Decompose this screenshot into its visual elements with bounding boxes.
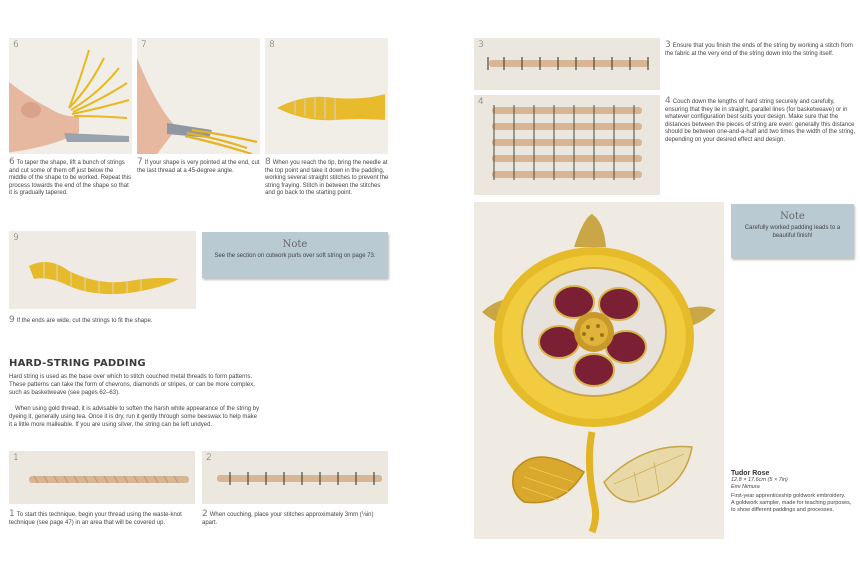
- step4-number: 4: [665, 96, 671, 106]
- step6-caption: [9, 159, 132, 198]
- step3-text: Ensure that you finish the ends of the string by working a stitch from the fabric at the very end of the string down into the string itself.: [665, 43, 853, 57]
- step1-caption: [9, 511, 199, 527]
- step8-illustration: [265, 38, 388, 154]
- note-text-left: See the section on cutwork purls over soft string on page 73.: [214, 253, 376, 259]
- step7-photo: [137, 38, 260, 154]
- step1-text: To start this technique, begin your thread using the waste-knot technique (see page 47) in an area that will be covered up.: [9, 512, 182, 526]
- step8-caption: [265, 159, 390, 198]
- step7-number-overlay: 7: [141, 40, 147, 50]
- step8-number: 8: [265, 157, 271, 167]
- step2-photo: [202, 451, 388, 504]
- artwork-desc-2: A goldwork sampler, made for teaching purposes, to show different paddings and processes.: [731, 500, 852, 513]
- artwork-size: 12.8 × 17.6cm (5 × 7in): [731, 477, 788, 483]
- step2-number-overlay: 2: [206, 453, 212, 463]
- section-paragraph-1: Hard string is used as the base over which to stitch couched metal threads to form patterns. These patterns can take the form of chevrons, diamonds or stripes, or can be more complex, such as basketweave (see pages 62–63).: [9, 374, 255, 396]
- step3-illustration: [474, 38, 660, 90]
- tudor-rose-illustration: [474, 202, 724, 539]
- step8-photo: [265, 38, 388, 154]
- step3-number: 3: [665, 40, 671, 50]
- step9-photo: [9, 231, 196, 309]
- step9-illustration: [9, 231, 196, 309]
- step4-caption: [665, 98, 857, 145]
- step7-number: 7: [137, 157, 143, 167]
- step1-photo: [9, 451, 195, 504]
- step7-text: If your shape is very pointed at the end, cut the last thread at a 45-degree angle.: [137, 160, 260, 174]
- step3-photo: [474, 38, 660, 90]
- step8-number-overlay: 8: [269, 40, 275, 50]
- step2-caption: [202, 511, 388, 527]
- note-box-right: [731, 204, 854, 258]
- artwork-artist: Emi Nimura: [731, 484, 760, 490]
- step9-number-overlay: 9: [13, 233, 19, 243]
- step1-illustration: [9, 451, 195, 504]
- step2-illustration: [202, 451, 388, 504]
- artwork-title: Tudor Rose: [731, 470, 770, 477]
- step9-caption: [9, 317, 209, 326]
- step8-text: When you reach the tip, bring the needle at the top point and take it down in the padding, working several straight stitches to prevent the string fraying. Stitch in between the stitches and go back to the starting point.: [265, 160, 389, 197]
- section-heading: HARD-STRING PADDING: [9, 358, 146, 369]
- step6-illustration: [9, 38, 132, 154]
- section-paragraph-2: When using gold thread, it is advisable to soften the harsh white appearance of the string by dyeing it, generally using tea. Once it is dry, run it gently through some beeswax to help make it a little more malleable. If you are using silver, the string can be left undyed.: [9, 406, 260, 428]
- step9-text: If the ends are wide, cut the strings to fit the shape.: [16, 318, 153, 324]
- step9-number: 9: [9, 315, 15, 325]
- step7-caption: [137, 159, 260, 175]
- step3-number-overlay: 3: [478, 40, 484, 50]
- step4-photo: [474, 95, 660, 195]
- tudor-rose-photo: [474, 202, 724, 539]
- step2-number: 2: [202, 509, 208, 519]
- artwork-desc-1: First-year apprenticeship goldwork embroidery.: [731, 493, 846, 499]
- step4-number-overlay: 4: [478, 97, 484, 107]
- step2-text: When couching, place your stitches approximately 3mm (⅛in) apart.: [202, 512, 374, 526]
- note-text-right: Carefully worked padding leads to a beautiful finish!: [744, 225, 841, 239]
- step4-text: Couch down the lengths of hard string securely and carefully, ensuring that they lie in straight, parallel lines (for basketweave) or in whatever configuration best suits your design. Make sure that the distances between the pieces of string are even: generally this distance should be between one-and-a-half and two times the width of the string, depending on your desired effect and design.: [665, 99, 856, 143]
- step6-text: To taper the shape, lift a bunch of strings and cut some of them off just below the middle of the shape to be worked. Repeat this process towards the end of the shape so that it is gradually tapered.: [9, 160, 132, 197]
- artwork-caption: [731, 470, 855, 514]
- step6-photo: [9, 38, 132, 154]
- step6-number: 6: [9, 157, 15, 167]
- note-box-left: [202, 232, 388, 278]
- step1-number: 1: [9, 509, 15, 519]
- step4-illustration: [474, 95, 660, 195]
- note-title-right: Note: [780, 211, 805, 222]
- note-title-left: Note: [282, 239, 308, 250]
- step1-number-overlay: 1: [13, 453, 19, 463]
- step3-caption: [665, 42, 857, 58]
- step7-illustration: [137, 38, 260, 154]
- step6-number-overlay: 6: [13, 40, 19, 50]
